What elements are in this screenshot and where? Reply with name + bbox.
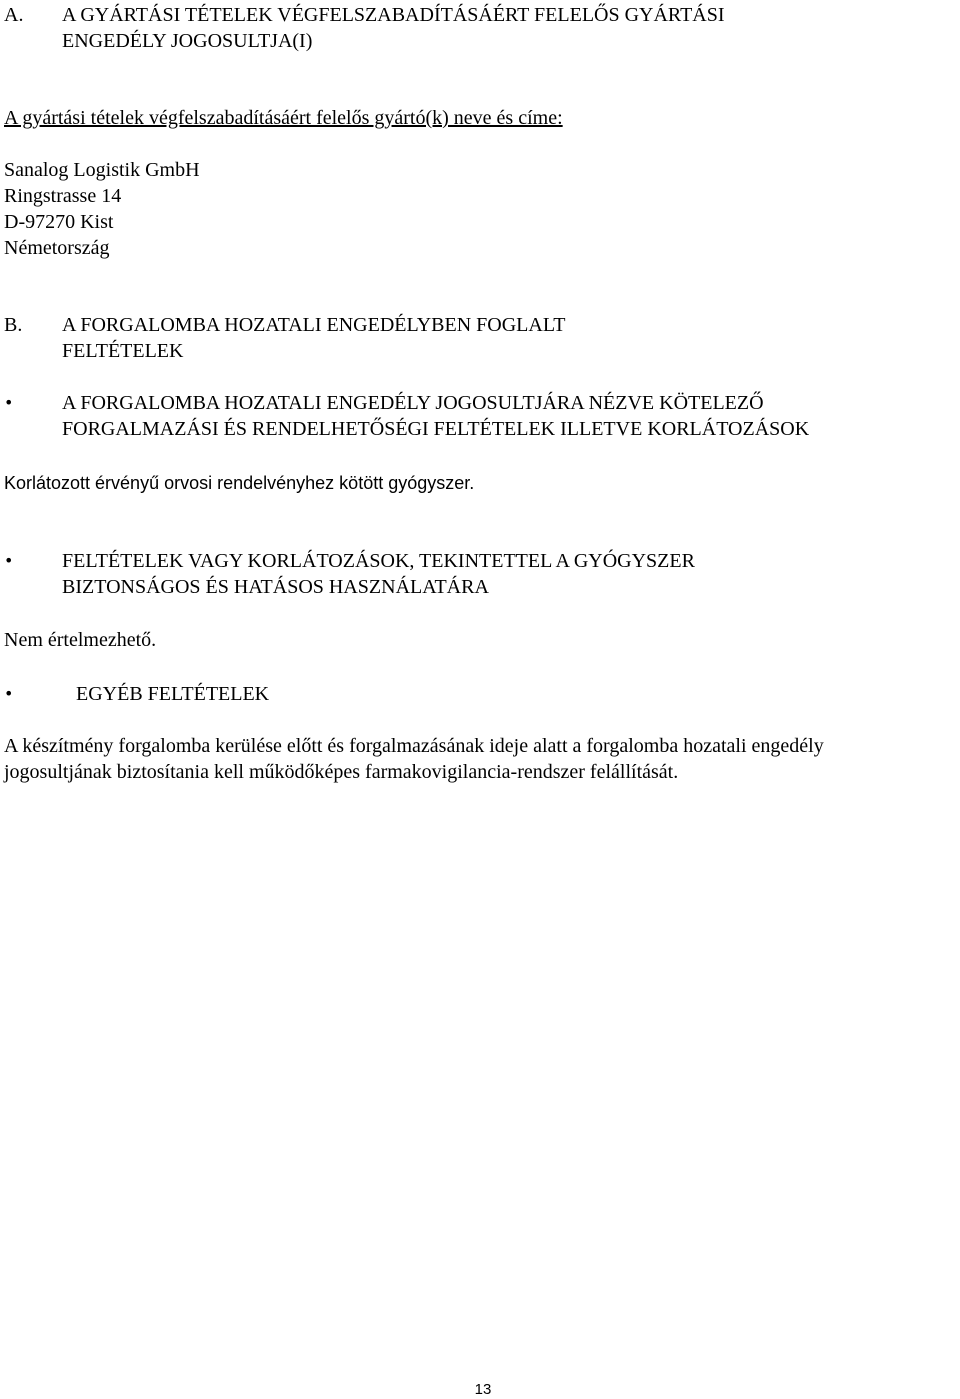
address-line-city: D-97270 Kist [4, 211, 114, 233]
address-line-street: Ringstrasse 14 [4, 185, 122, 207]
item3-heading-line1: EGYÉB FELTÉTELEK [76, 683, 270, 705]
address-line-country: Németország [4, 237, 110, 259]
section-a-label: A. [4, 4, 24, 26]
item2-heading-line1: FELTÉTELEK VAGY KORLÁTOZÁSOK, TEKINTETTEL A GYÓGYSZER [62, 550, 695, 572]
item1-heading-line1: A FORGALOMBA HOZATALI ENGEDÉLY JOGOSULTJÁRA NÉZVE KÖTELEZŐ [62, 392, 764, 414]
item1-body: Korlátozott érvényű orvosi rendelvényhez kötött gyógyszer. [4, 473, 475, 493]
manufacturer-subheading: A gyártási tételek végfelszabadításáért felelős gyártó(k) neve és címe: [4, 107, 563, 129]
section-a-title-line1: A GYÁRTÁSI TÉTELEK VÉGFELSZABADÍTÁSÁÉRT FELELŐS GYÁRTÁSI [62, 4, 725, 26]
item3-body-line2: jogosultjának biztosítania kell működőképes farmakovigilancia-rendszer felállítását. [4, 761, 679, 783]
item3-body-line1: A készítmény forgalomba kerülése előtt és forgalmazásának ideje alatt a forgalomba hozatali engedély [4, 735, 824, 757]
section-a-title-line2: ENGEDÉLY JOGOSULTJA(I) [62, 30, 313, 52]
item1-heading-line2: FORGALMAZÁSI ÉS RENDELHETŐSÉGI FELTÉTELEK ILLETVE KORLÁTOZÁSOK [62, 418, 810, 440]
item2-body: Nem értelmezhető. [4, 629, 157, 651]
bullet-icon: • [4, 393, 14, 412]
page-number: 13 [474, 1381, 492, 1398]
section-b-label: B. [4, 314, 23, 336]
section-b-title-line2: FELTÉTELEK [62, 340, 184, 362]
section-b-title-line1: A FORGALOMBA HOZATALI ENGEDÉLYBEN FOGLALT [62, 314, 566, 336]
address-line-company: Sanalog Logistik GmbH [4, 159, 200, 181]
item2-heading-line2: BIZTONSÁGOS ÉS HATÁSOS HASZNÁLATÁRA [62, 576, 489, 598]
bullet-icon: • [4, 684, 14, 703]
bullet-icon: • [4, 551, 14, 570]
